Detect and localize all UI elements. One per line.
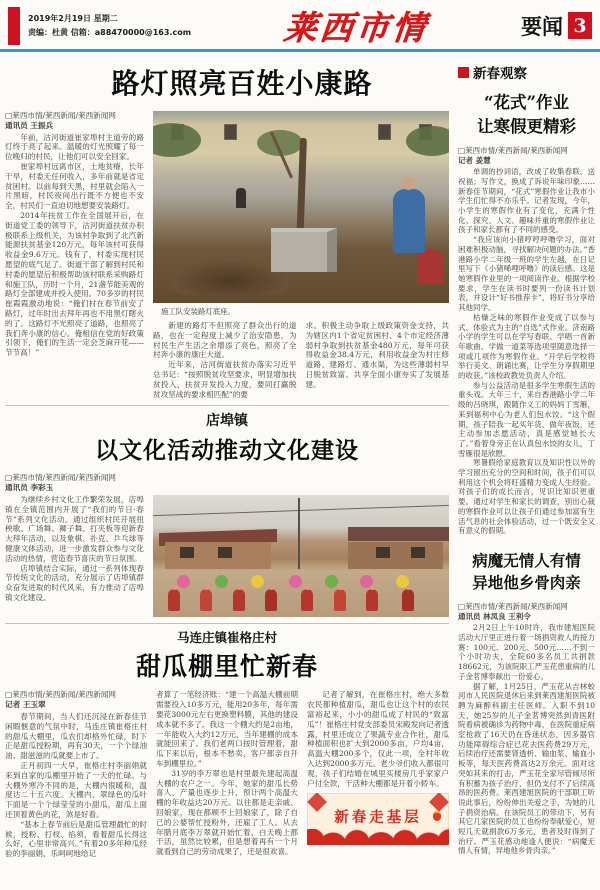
sidebarA-title: “花式”作业 让寒假更精彩 (477, 93, 576, 136)
worker-blue (393, 189, 425, 253)
paragraph: 枯燥乏味的寒假作业变成了以参与式、体验式为主的“自选”式作业。济南路小学的学生可以在学写春联、学唱一首新年歌曲、学做一道菜等选项里随意选择一项或几项作为寒假作业。“开学后学校将举行美文、朗诵比赛，让学生分享假期里的收获。”该校政教处负责人介绍。 (458, 312, 595, 381)
sidebarB-byline: □莱西市情/莱西新闻/莱西新闻网 通讯员 林凤良 王利令 (458, 601, 568, 621)
banner-label: 新春走基层 (334, 809, 422, 827)
sidebar-article-donation (458, 550, 595, 856)
article1-col2 (153, 321, 297, 399)
sidebar-article-homework (458, 91, 595, 536)
section-marker-icon (458, 67, 469, 78)
issue-date: 2019年2月19日 星期二 (28, 14, 118, 24)
paragraph: 单调的抄词语，改成了收集春联、送祝福；写作文，换成了诉说年味印象……新春佳节期间，“花式”寒假作业让我市小学生们忙得不亦乐乎。记者发现，今年，小学生的寒假作业有了变化，充满个性化、探究、人文、趣味并重的寒假作业让孩子和家长都有了不同的感受。 (458, 167, 595, 235)
article3-col2 (156, 690, 298, 859)
paragraph: 据了解，1月25日，严玉花从吉林蛟河市人民医院退休后来到莱西建旭医院被聘为麻醉科副主任医师。入职不到10天，她25岁的儿子金茗博突然到青医附院看病被确诊为药物中毒，在医院重症病室抢救了16天仍在昏迷状态，因多器官功能障碍综合症已花去医药费29万元，后续治疗还需要肾透析、输血浆、输血小板等，每天医药费高达2万余元。面对这突如其来的打击，严玉花全家尽管倾尽所有积蓄为孩子治疗，但仍支付不了后续高昂的医药费。莱西建旭医院的干部职工听说此事后，纷纷伸出关爱之手，为她的儿子捐资治病。在该院员工的带动下，另有其它几家医院的员工也纷纷奉献爱心，短短几天就捐款6万多元，患者及时得到了治疗。严玉花感动地逢人便说：“病魔无情人有情，异地他乡骨肉亲。” (458, 681, 595, 856)
house-window (411, 547, 425, 558)
sidebar-section-tag (458, 62, 595, 82)
paragraph: 31岁的李万翠也是村里最先建起高温大棚的农户之一。今年，她家的甜瓜长势喜人，产量也逐步上升，预计两个高温大棚的年收益达20万元。以往都是走亲戚、回娘家，现在都顾不上回娘家了，除了自己的公婆帮忙授粉外，还雇了工人。从去年腊月底李万翠就开始忙着，白天晚上都干活，虽然比较累，但是想着再有一个月就看到自己的劳动成果了，还是很欢喜。 (156, 768, 298, 857)
article-streetlights (5, 62, 449, 399)
house-wall (348, 542, 443, 569)
article2-col1 (5, 473, 144, 617)
page-header (0, 0, 600, 49)
article1-col3 (306, 321, 450, 399)
article2-kicker: 店埠镇 (206, 413, 248, 430)
paragraph: 正月初四一大早，崔格庄村李丽娟就来到自家的瓜棚里开始了一天的忙碌。与大棚外寒冷不同的是，大棚内很暖和，温度达二十五六度。大棚内，翠绿色的瓜叶下面是一个个绿莹莹的小甜瓜，甜瓜上面还顶着黄色的花，煞是好看。 (5, 760, 147, 819)
house-window (218, 547, 232, 558)
editor-line: 责编：杜黄 信箱：a88470000@163.com (28, 27, 192, 37)
sidebar-tag-label: 新春观察 (473, 66, 527, 82)
paragraph: 参与公益活动是很多学生寒假生活的重头戏。大年三十，来自香港路小学二年级的吕晓琪，跟随作义工的妈妈丁雪雁，来到福利中心为老人们包水饺。“这个假期，孩子陪我一起买年货、做年夜饭，还主动参加志愿活动，真是感觉她长大了。”看着身旁正在认真包水饺的女儿，丁雪雁很是欣慰。 (458, 380, 595, 458)
paragraph: 记者了解到，在崔格庄村，绝大多数农民都种植甜瓜，甜瓜也让这个村的农民富裕起来，小小的甜瓜成了村民的“致富瓜”！崔格庄村党支部委员宋殿发向记者透露，村里还成立了果蔬专业合作社，甜瓜种植面积也扩大到2000多亩，户均4亩，高温大棚200多个，仅此一项，全村年收入达到2000多万元。老少爷们收入都很可观，孩子们结婚在城里买楼房几乎家家户户付全款，干活种大棚都是开着小轿车。 (307, 690, 449, 788)
article2-byline: □莱西市情/莱西新闻/莱西新闻网 通讯员 李彩玉 (5, 473, 117, 493)
house-window (180, 547, 194, 558)
paragraph: 2014年扶贫工作在全国展开后，在街道党工委的领导下，沽河街道扶贫办积极联系上级机关，为该村争取到了北汽新能源扶贫基金120万元，每年该村可获得收益金9.6万元。钱有了，村委实现村民愿望的底气足了。街道干部了解到村民和村委的愿望后积极帮助该村联系采购路灯和施工队，历时一个月，21盏节能美观的路灯全部建成并投入使用。70多岁的村民崔霞霞激动地说：“俺们村在春节前安了路灯，过年时出去拜年再也不用黑灯瞎火的了。这路灯不光照亮了道路，也照亮了我们奔小康的信心。俺相信在党的好政策引领下，俺们的生活一定会芝麻开花——节节高！” (5, 210, 144, 358)
article3-col1 (5, 690, 147, 859)
section-label: 要闻 (521, 14, 563, 39)
house-roof (348, 527, 449, 540)
paragraph: 寒暑假给家庭教育以及知识性以外的学习留出充分的空间和时间，孩子们可以利用这个机会将旺盛精力变成人生经验。对孩子们的成长而言，见识比知识更重要。通过对学生和家长的调查，别出心裁的寒假作业可以让孩子们通过参加富有生活气息的社会体验活动，过一个既安全又有意义的假期。 (458, 458, 595, 536)
main-column (5, 56, 449, 859)
article2-title: 以文化活动推动文化建设 (95, 438, 359, 465)
sidebarB-title: 病魔无情人有情 异地他乡骨肉亲 (472, 551, 581, 593)
red-bar-icon (8, 7, 20, 45)
paragraph: 求。积极主动争取上级政策资金支持，共为辖区内1个省定贫困村、4个市定经济薄弱村争取到扶贫基金480万元，每年可获得收益金38.4万元，利用收益金为村庄修道路、建路灯、通水渠，为这些薄弱村早日脱贫致富、共享全面小康夯实了发展基建。 (305, 321, 449, 389)
article1-title: 路灯照亮百姓小康路 (111, 67, 373, 100)
paragraph: 新建的路灯不但照亮了群众出行的道路，也在一定程度上减少了治安隐患，为村民生产生活之余增添了亮色，照亮了全村奔小康的康庄大道。 (153, 321, 297, 360)
paragraph: 年前，沽河街道崔家埠村主道旁的路灯终于亮了起来。温暖的灯光照耀了每一位晚归的村民，让他们可以安全回家。 (5, 132, 144, 162)
article3-col3 (307, 690, 449, 859)
paragraph: 店埠镇结合实际，通过一系列体现春节传统文化的活动，充分展示了店埠镇群众奋发进取的时代风采，有力推动了店埠镇文化建设。 (5, 563, 144, 602)
building-window (378, 124, 391, 140)
paragraph: 近年来，沽河街道扶贫办落实习近平总书记：“按照脱贫攻坚要求，明显增加扶贫投入，扶贫开发投入力度，要同打赢脱贫攻坚战的要求相匹配”的要 (153, 360, 297, 399)
article-divider (5, 623, 449, 624)
person-figure (236, 188, 246, 208)
paragraph: 春节期间，当人们还沉浸在新春佳节闲暇惬意的气氛中时，马连庄镇崔格庄村的甜瓜大棚里，瓜农们却格外忙碌，时下正是甜瓜授粉期，再有30天，一个个绿油油、甜滋滋的瓜就要上市了。 (5, 711, 147, 761)
paragraph: 崔家埠村远离市区，土地贫瘠，长年干旱，村委无任何收入，多年前就是省定贫困村。以前每到天黑，村里就会陷入一片黑暗，村民夜间出行既不方便也不安全，村民们一直迫切地想要安装路灯。 (5, 161, 144, 211)
worker-red (417, 250, 443, 284)
article3-byline: □莱西市情/莱西新闻/莱西新闻网 记者 王玉翠 (5, 690, 117, 710)
cloud-pattern-icon (307, 829, 449, 845)
streetlight-installation-photo (153, 111, 449, 303)
article1-byline: □莱西市情/莱西新闻/莱西新闻网 通讯员 王振兵 (5, 111, 117, 130)
paragraph: “我应该向小猪哼哼呼噜学习，面对困难积极动脑，寻找解决问题的办法。”香港路小学二年级一班的学生左越，在日记里写下《小猪唏哩呼噜》的读后感。这是她寒假作业里的一项阅读作业。根据学校要求，学生在读书时要列一份读书计划表，并设计“好书推荐卡”，将好书分享给其他同学。 (458, 235, 595, 313)
utility-pole (298, 498, 300, 569)
masthead-title: 莱西市情 (281, 8, 430, 47)
article3-kicker: 马连庄镇崔格庄村 (176, 630, 277, 646)
house-window (376, 547, 390, 558)
section-block (521, 11, 592, 41)
date-editor-block (28, 12, 191, 38)
photo1-caption: 施工队安装路灯底座。 (161, 307, 235, 316)
sidebarA-byline: □莱西市情/莱西新闻/莱西新闻网 记者 姜慧 (458, 145, 568, 165)
article1-col1 (5, 111, 144, 399)
paragraph: 者算了一笔经济账：“建一个高温大棚前期需要投入10多万元，能用20多年，每年需要花3000元左右更换塑料膜，其他的建设成本就不多了。我这一个棚大约是2亩地，一年能收入大约12万元，当年建棚的成本就能回来了。我们老两口按时管理着，甜瓜下来以后，根本不愁卖，客户都亲自开车到棚里拉。” (156, 690, 298, 768)
paragraph: 2月2日上午10时许，我市建旭医院活动大厅里正进行着一场捐资救人的接力赛：100元、200元、500元……不到一个小时功夫，全院60多名员工共捐款18662元，为该院职工严玉花患重病的儿子金茗博奉献出一份爱心。 (458, 623, 595, 681)
concrete-base (271, 228, 337, 272)
article-culture (5, 410, 449, 617)
page-number-badge: 3 (568, 12, 592, 39)
paragraph: “基本上春节前后是甜瓜管理最忙的时候，授粉、打杈、掐须，看着甜瓜长得这么好，心里非常高兴。”有着20多年种瓜经验的李丽娟，乐呵呵地给记 (5, 819, 147, 859)
building-window (224, 124, 237, 140)
article3-title: 甜瓜棚里忙新春 (135, 652, 318, 682)
new-year-grassroots-banner (307, 793, 449, 845)
article-divider (5, 405, 449, 406)
village-dance-photo (153, 495, 449, 617)
article-melon (5, 628, 449, 859)
sidebar-column (458, 56, 595, 859)
paragraph: 为继续乡村文化工作繁荣发展，店埠镇在全镇范围内开展了“我们的节日·春节”系列文化活动。通过组织村民开展扭秧歌、广场舞、狮子舞、打夹板等迎新春大拜年活动，以及象棋、扑克、乒乓球等健康文体活动，进一步激发群众参与文化活动的热情，营造春节喜庆的节日氛围。 (5, 494, 144, 563)
